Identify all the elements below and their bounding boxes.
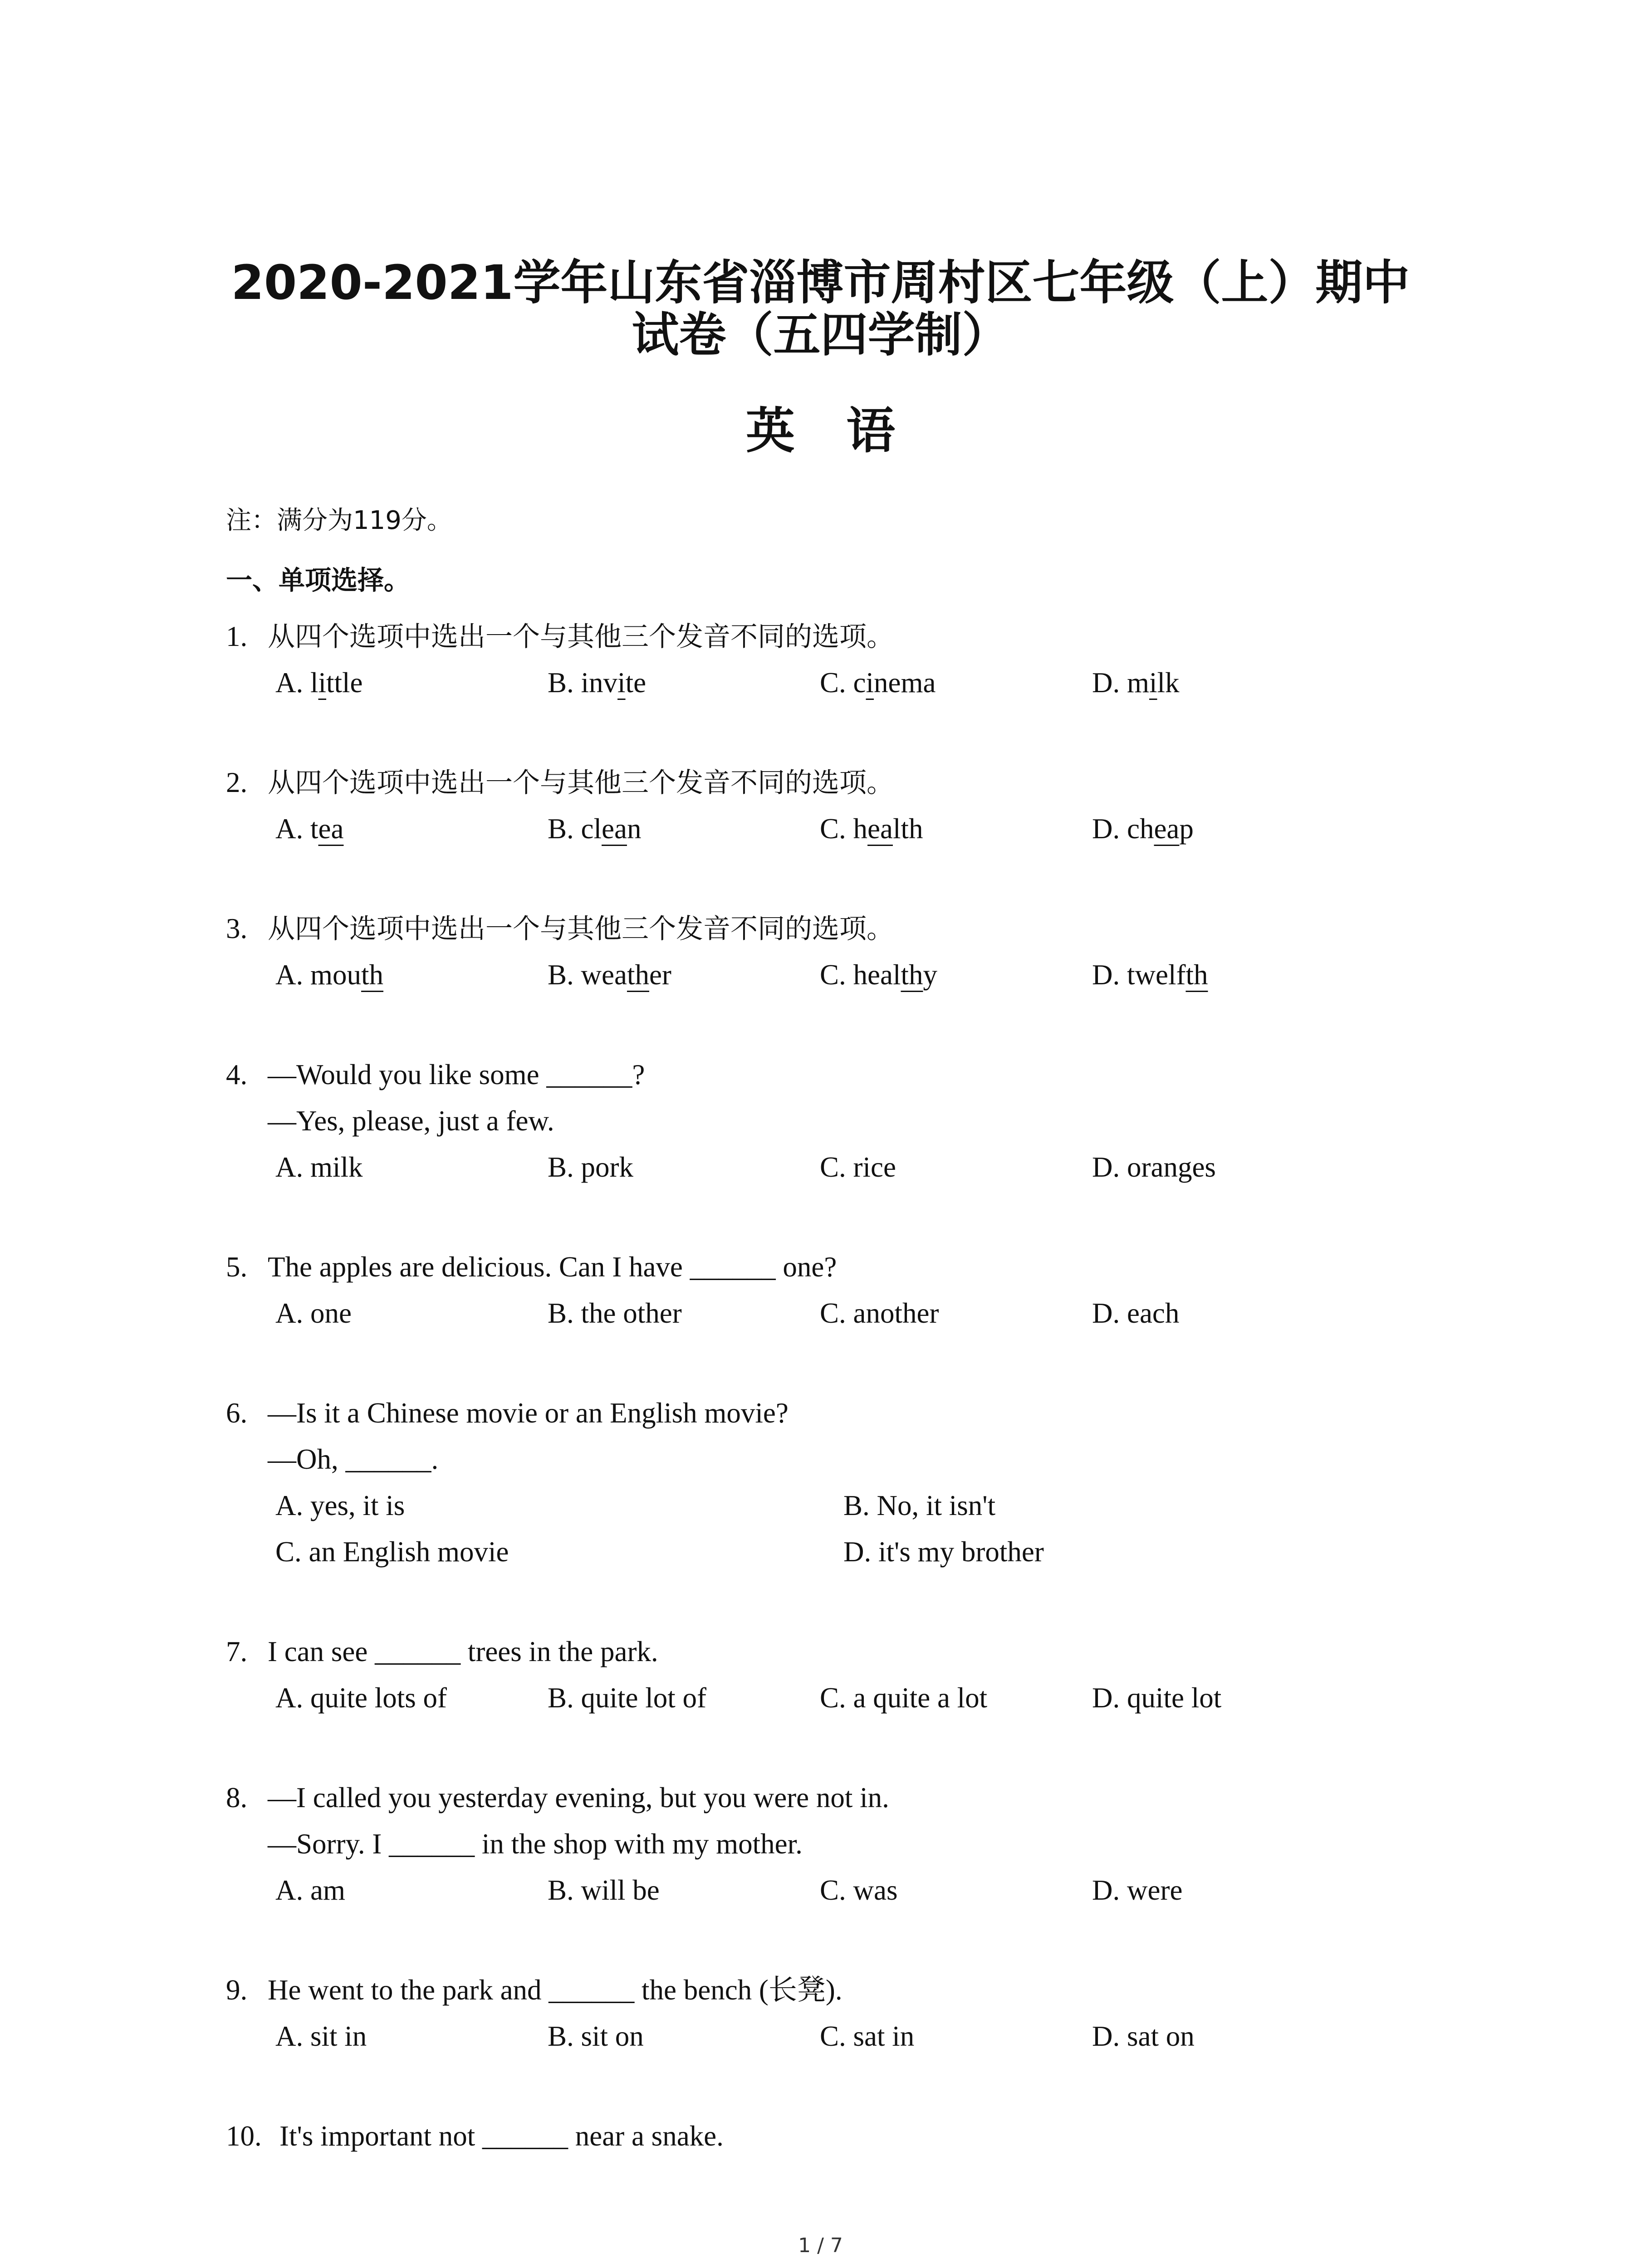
option-text-post: er bbox=[649, 959, 671, 991]
question-3 bbox=[226, 905, 1542, 998]
option-label: D. bbox=[1092, 959, 1120, 991]
option-label: C. bbox=[820, 1874, 846, 1906]
exam-content bbox=[226, 498, 1542, 2159]
option-a bbox=[275, 1867, 548, 1913]
option-text: pork bbox=[581, 1151, 634, 1183]
option-b bbox=[548, 806, 820, 852]
option-text-post: lth bbox=[892, 813, 923, 845]
question-number: 1. bbox=[226, 621, 248, 652]
question-5 bbox=[226, 1244, 1542, 1336]
option-text: sat on bbox=[1127, 2020, 1195, 2052]
option-c bbox=[820, 1290, 1092, 1336]
option-text-post: nema bbox=[874, 667, 936, 699]
option-b bbox=[548, 1144, 820, 1190]
option-label: D. bbox=[1092, 813, 1120, 845]
option-label: C. bbox=[820, 2020, 846, 2052]
option-b bbox=[548, 660, 820, 706]
option-a bbox=[275, 952, 548, 998]
options bbox=[226, 2013, 1542, 2059]
option-text-pre: wea bbox=[581, 959, 627, 991]
option-text: an English movie bbox=[309, 1536, 509, 1568]
option-text: milk bbox=[310, 1151, 363, 1183]
option-text-pre: c bbox=[853, 667, 866, 699]
question-9 bbox=[226, 1967, 1542, 2059]
option-label: A. bbox=[275, 1297, 304, 1329]
question-stem: The apples are delicious. Can I have ______ one? bbox=[268, 1251, 837, 1283]
option-a bbox=[275, 1290, 548, 1336]
option-label: A. bbox=[275, 1490, 304, 1521]
option-label: D. bbox=[1092, 1297, 1120, 1329]
option-text: am bbox=[310, 1874, 345, 1906]
option-text: sit in bbox=[310, 2020, 367, 2052]
question-stem-continued: —Yes, please, just a few. bbox=[268, 1105, 554, 1137]
option-label: B. bbox=[548, 1151, 574, 1183]
option-text-underlined: th bbox=[901, 959, 923, 991]
option-c bbox=[820, 806, 1092, 852]
option-a bbox=[275, 660, 548, 706]
option-text: yes, it is bbox=[310, 1490, 405, 1521]
option-label: D. bbox=[1092, 667, 1120, 699]
options bbox=[226, 952, 1542, 998]
option-label: B. bbox=[843, 1490, 870, 1521]
option-label: B. bbox=[548, 1682, 574, 1714]
option-text-underlined: ea bbox=[602, 813, 627, 845]
option-label: A. bbox=[275, 1682, 304, 1714]
question-stem: He went to the park and ______ the bench (长凳). bbox=[268, 1974, 843, 2006]
option-c bbox=[820, 952, 1092, 998]
option-c bbox=[820, 1675, 1092, 1721]
option-text-underlined: i bbox=[866, 667, 874, 699]
option-label: C. bbox=[275, 1536, 302, 1568]
option-label: D. bbox=[843, 1536, 872, 1568]
question-number: 8. bbox=[226, 1782, 248, 1813]
option-label: D. bbox=[1092, 1151, 1120, 1183]
option-label: D. bbox=[1092, 1874, 1120, 1906]
option-text-pre: cl bbox=[581, 813, 602, 845]
options bbox=[226, 806, 1542, 852]
question-10 bbox=[226, 2113, 1542, 2159]
exam-title-line-2: 试卷（五四学制） bbox=[632, 307, 1009, 362]
option-text: rice bbox=[853, 1151, 896, 1183]
option-label: A. bbox=[275, 1874, 304, 1906]
option-text-underlined: ea bbox=[867, 813, 893, 845]
option-text-underlined: i bbox=[1149, 667, 1157, 699]
question-4 bbox=[226, 1051, 1542, 1190]
option-text: the other bbox=[581, 1297, 682, 1329]
options-row-2 bbox=[226, 1529, 1542, 1575]
option-text-pre: h bbox=[853, 813, 868, 845]
option-label: A. bbox=[275, 1151, 304, 1183]
option-text-pre: l bbox=[310, 667, 318, 699]
option-text-pre: mou bbox=[310, 959, 362, 991]
option-d bbox=[1092, 2013, 1364, 2059]
option-label: A. bbox=[275, 667, 304, 699]
option-label: C. bbox=[820, 1151, 846, 1183]
option-c bbox=[820, 1867, 1092, 1913]
option-label: C. bbox=[820, 959, 846, 991]
option-b bbox=[548, 1290, 820, 1336]
question-stem: —Would you like some ______? bbox=[268, 1059, 645, 1090]
option-label: C. bbox=[820, 667, 846, 699]
option-text: sat in bbox=[853, 2020, 915, 2052]
option-text-pre: heal bbox=[853, 959, 901, 991]
option-a bbox=[275, 806, 548, 852]
option-text: quite lot of bbox=[581, 1682, 706, 1714]
option-text: it's my brother bbox=[878, 1536, 1044, 1568]
option-label: D. bbox=[1092, 2020, 1120, 2052]
option-text-underlined: ea bbox=[1154, 813, 1180, 845]
page-number: 1 / 7 bbox=[798, 2234, 843, 2257]
option-d bbox=[1092, 1290, 1364, 1336]
question-stem-continued: —Sorry. I ______ in the shop with my mother. bbox=[268, 1828, 803, 1860]
section-title: 一、单项选择。 bbox=[226, 565, 411, 596]
option-d bbox=[1092, 1867, 1364, 1913]
option-text-post: lk bbox=[1157, 667, 1180, 699]
option-text-pre: m bbox=[1127, 667, 1150, 699]
question-number: 6. bbox=[226, 1397, 248, 1429]
option-text-post: n bbox=[627, 813, 642, 845]
option-text-underlined: ea bbox=[318, 813, 344, 845]
option-b bbox=[548, 1675, 820, 1721]
option-text-underlined: th bbox=[627, 959, 649, 991]
option-text-post: ttle bbox=[326, 667, 363, 699]
option-text: sit on bbox=[581, 2020, 644, 2052]
exam-title-line-1: 2020-2021学年山东省淄博市周村区七年级（上）期中 bbox=[231, 255, 1410, 310]
option-d bbox=[1092, 1144, 1364, 1190]
option-a bbox=[275, 1144, 548, 1190]
option-a bbox=[275, 1675, 548, 1721]
option-label: A. bbox=[275, 959, 304, 991]
question-2 bbox=[226, 759, 1542, 852]
option-text: were bbox=[1127, 1874, 1183, 1906]
option-text: each bbox=[1127, 1297, 1180, 1329]
option-text-pre: ch bbox=[1127, 813, 1154, 845]
option-text-post: p bbox=[1179, 813, 1194, 845]
option-label: B. bbox=[548, 1874, 574, 1906]
option-label: A. bbox=[275, 2020, 304, 2052]
option-text-underlined: th bbox=[361, 959, 384, 991]
options bbox=[226, 1675, 1542, 1721]
question-stem: I can see ______ trees in the park. bbox=[268, 1636, 658, 1667]
option-text: No, it isn't bbox=[877, 1490, 996, 1521]
options-row-1 bbox=[226, 1482, 1542, 1529]
question-stem: —I called you yesterday evening, but you were not in. bbox=[268, 1782, 889, 1813]
option-c bbox=[820, 660, 1092, 706]
options bbox=[226, 660, 1542, 706]
question-number: 5. bbox=[226, 1251, 248, 1283]
question-1 bbox=[226, 613, 1542, 706]
option-c bbox=[275, 1529, 843, 1575]
options bbox=[226, 1867, 1542, 1913]
option-label: B. bbox=[548, 2020, 574, 2052]
option-d bbox=[1092, 660, 1364, 706]
question-number: 10. bbox=[226, 2120, 262, 2152]
options bbox=[226, 1144, 1542, 1190]
option-text-post: y bbox=[923, 959, 937, 991]
question-7 bbox=[226, 1628, 1542, 1721]
question-number: 2. bbox=[226, 767, 248, 798]
option-label: C. bbox=[820, 813, 846, 845]
option-text-post: te bbox=[625, 667, 647, 699]
question-number: 7. bbox=[226, 1636, 248, 1667]
option-a bbox=[275, 2013, 548, 2059]
option-text-pre: twelf bbox=[1127, 959, 1186, 991]
option-b bbox=[548, 2013, 820, 2059]
question-stem: 从四个选项中选出一个与其他三个发音不同的选项。 bbox=[268, 767, 894, 799]
option-text: quite lot bbox=[1127, 1682, 1222, 1714]
option-label: D. bbox=[1092, 1682, 1120, 1714]
option-label: B. bbox=[548, 667, 574, 699]
option-b bbox=[843, 1482, 1411, 1529]
option-text: a quite a lot bbox=[853, 1682, 988, 1714]
question-8 bbox=[226, 1774, 1542, 1913]
question-stem-continued: —Oh, ______. bbox=[268, 1443, 439, 1475]
question-number: 4. bbox=[226, 1059, 248, 1090]
question-number: 9. bbox=[226, 1974, 248, 2006]
option-text-pre: inv bbox=[581, 667, 618, 699]
question-number: 3. bbox=[226, 913, 248, 944]
option-d bbox=[843, 1529, 1411, 1575]
option-label: B. bbox=[548, 959, 574, 991]
question-stem: It's important not ______ near a snake. bbox=[279, 2120, 724, 2152]
option-text: will be bbox=[581, 1874, 660, 1906]
question-6 bbox=[226, 1390, 1542, 1575]
options bbox=[226, 1290, 1542, 1336]
option-c bbox=[820, 2013, 1092, 2059]
option-d bbox=[1092, 1675, 1364, 1721]
option-a bbox=[275, 1482, 843, 1529]
option-b bbox=[548, 952, 820, 998]
option-c bbox=[820, 1144, 1092, 1190]
option-text-underlined: i bbox=[617, 667, 626, 699]
option-text: oranges bbox=[1127, 1151, 1216, 1183]
question-stem: —Is it a Chinese movie or an English movie? bbox=[268, 1397, 789, 1429]
option-d bbox=[1092, 806, 1364, 852]
option-b bbox=[548, 1867, 820, 1913]
question-stem: 从四个选项中选出一个与其他三个发音不同的选项。 bbox=[268, 621, 894, 653]
option-text: quite lots of bbox=[310, 1682, 447, 1714]
option-text: another bbox=[853, 1297, 939, 1329]
question-stem: 从四个选项中选出一个与其他三个发音不同的选项。 bbox=[268, 913, 894, 945]
option-text-pre: t bbox=[310, 813, 318, 845]
option-text-underlined: i bbox=[318, 667, 327, 699]
option-label: C. bbox=[820, 1682, 846, 1714]
option-d bbox=[1092, 952, 1364, 998]
option-text-underlined: th bbox=[1185, 959, 1208, 991]
option-text: was bbox=[853, 1874, 898, 1906]
option-label: B. bbox=[548, 813, 574, 845]
option-label: B. bbox=[548, 1297, 574, 1329]
score-note: 注：满分为119分。 bbox=[226, 506, 452, 535]
subject-heading: 英 语 bbox=[745, 403, 912, 459]
option-text: one bbox=[310, 1297, 352, 1329]
option-label: C. bbox=[820, 1297, 846, 1329]
option-label: A. bbox=[275, 813, 304, 845]
